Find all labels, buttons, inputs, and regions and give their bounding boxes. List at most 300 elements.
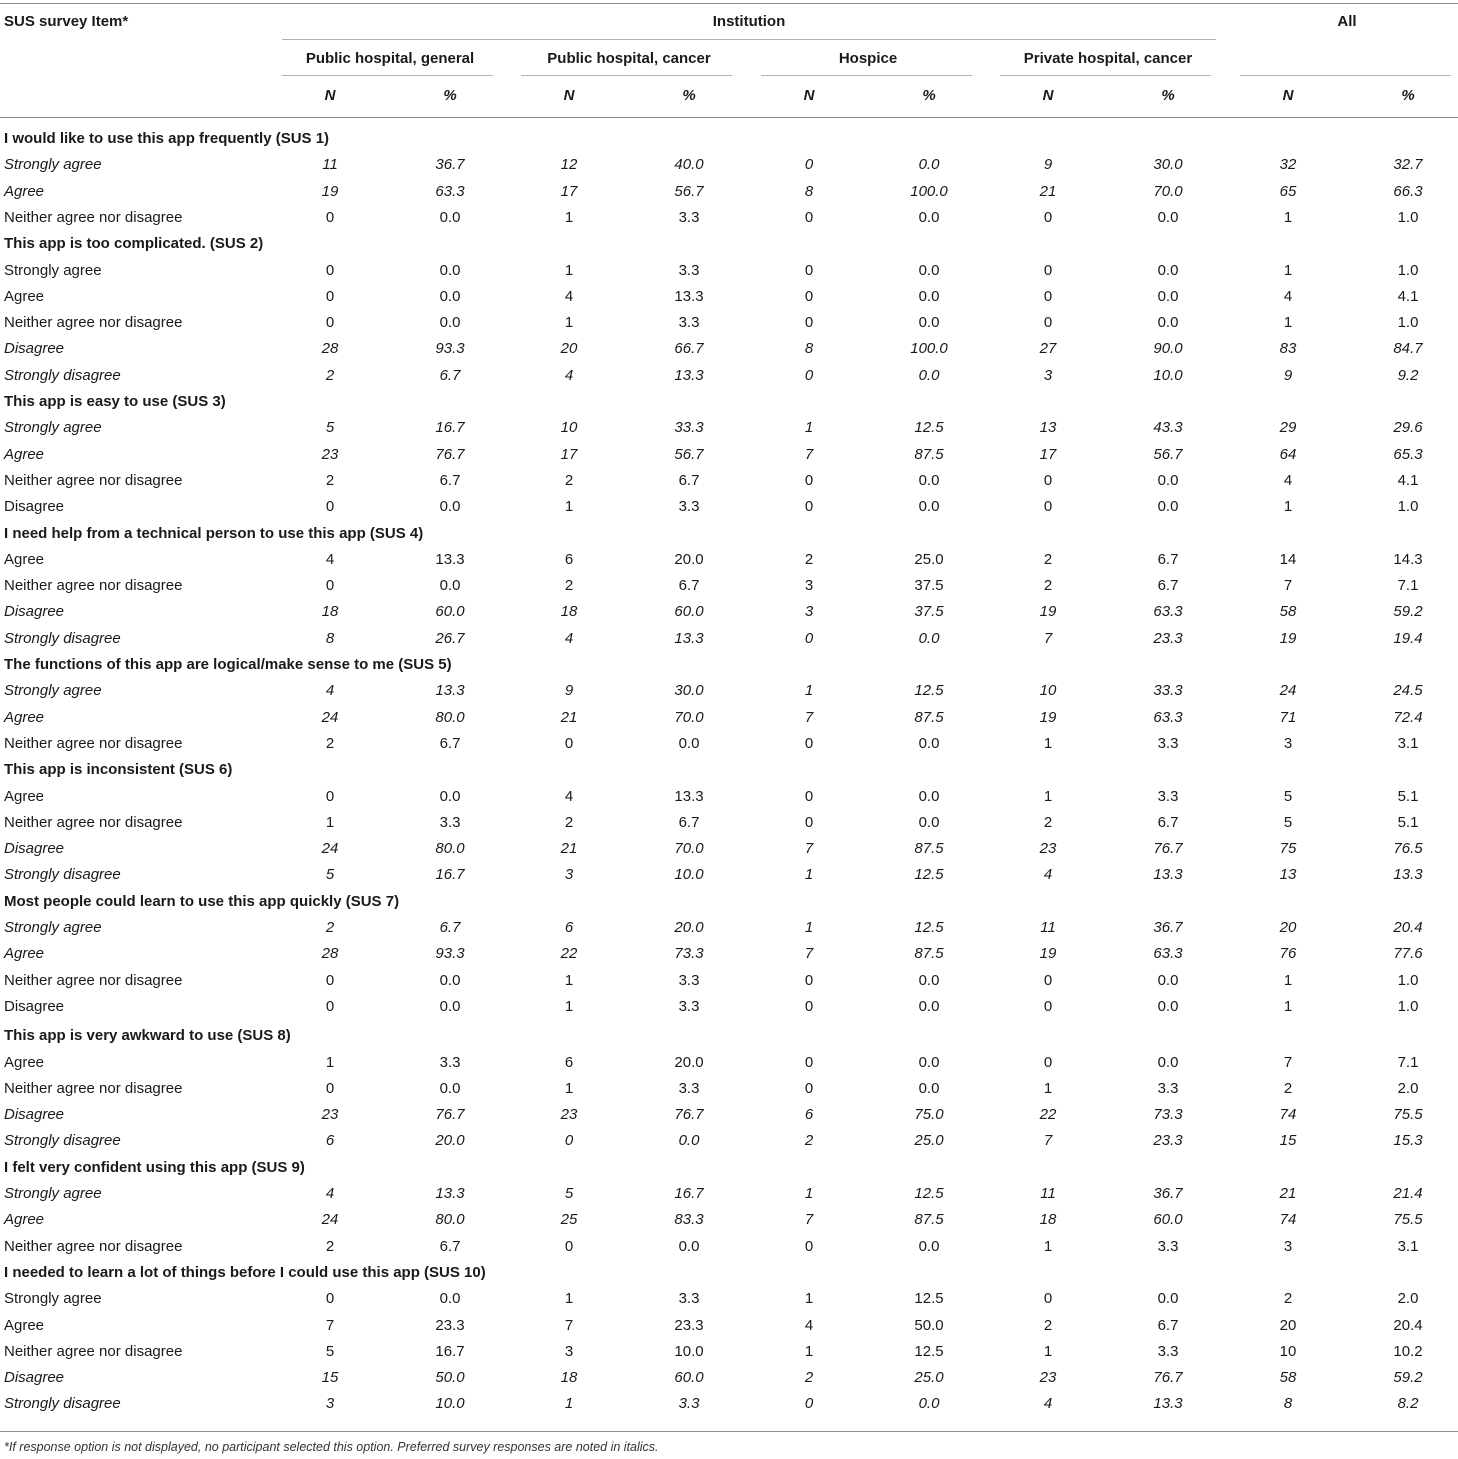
pct-cell: 0.0 [1157, 471, 1179, 489]
n-cell: 6 [804, 1106, 814, 1124]
table-row [0, 945, 1458, 971]
pct-cell: 13.3 [1393, 866, 1423, 884]
pct-column-header: % [682, 87, 696, 104]
table-row [0, 288, 1458, 314]
pct-cell: 60.0 [674, 603, 704, 621]
row-label: Agree [4, 550, 45, 568]
pct-cell: 73.3 [1153, 1106, 1183, 1124]
table-row [0, 1054, 1458, 1080]
pct-cell: 77.6 [1393, 945, 1423, 963]
n-cell: 20 [1279, 919, 1297, 936]
table-row [0, 446, 1458, 472]
n-cell: 15 [321, 1369, 339, 1387]
pct-cell: 2.0 [1397, 1079, 1419, 1097]
table-row [0, 1106, 1458, 1132]
pct-cell: 0.0 [918, 734, 940, 752]
table-row [0, 972, 1458, 998]
pct-cell: 93.3 [435, 945, 465, 963]
n-cell: 18 [560, 603, 578, 621]
n-cell: 5 [1283, 813, 1293, 831]
pct-cell: 6.7 [439, 1237, 461, 1255]
n-cell: 24 [321, 708, 339, 726]
row-label: Agree [4, 1053, 45, 1071]
row-label: Neither agree nor disagree [4, 471, 183, 489]
pct-cell: 72.4 [1393, 708, 1423, 726]
n-cell: 1 [1283, 261, 1293, 279]
table-top-rule [0, 3, 1458, 4]
table-row [0, 1369, 1458, 1395]
pct-cell: 30.0 [674, 682, 704, 700]
n-cell: 0 [804, 261, 814, 279]
pct-cell: 80.0 [435, 1211, 465, 1229]
n-cell: 7 [1283, 1053, 1293, 1071]
n-cell: 32 [1279, 156, 1297, 174]
group-header-public-general: Public hospital, general [305, 50, 475, 67]
pct-cell: 20.4 [1393, 1316, 1423, 1334]
pct-column-header: % [443, 87, 457, 104]
pct-cell: 33.3 [674, 419, 704, 437]
pct-cell: 33.3 [1153, 682, 1183, 700]
n-cell: 9 [1283, 366, 1293, 384]
table-row [0, 1185, 1458, 1211]
n-cell: 5 [325, 419, 335, 437]
pct-cell: 13.3 [674, 629, 704, 647]
row-label: Neither agree nor disagree [4, 813, 183, 831]
pct-cell: 23.3 [1153, 1132, 1183, 1150]
n-cell: 1 [1043, 1237, 1053, 1255]
n-cell: 19 [1039, 603, 1057, 621]
n-column-header: N [563, 87, 575, 104]
n-cell: 1 [564, 1079, 574, 1097]
n-cell: 0 [804, 498, 814, 516]
n-cell: 0 [804, 1237, 814, 1255]
pct-cell: 13.3 [435, 682, 465, 700]
n-cell: 0 [804, 997, 814, 1015]
n-cell: 0 [325, 787, 335, 805]
pct-cell: 0.0 [918, 471, 940, 489]
pct-cell: 30.0 [1153, 156, 1183, 174]
pct-cell: 23.3 [1153, 629, 1183, 647]
n-cell: 7 [804, 945, 814, 963]
n-cell: 0 [325, 997, 335, 1015]
row-label: Disagree [4, 840, 65, 858]
n-cell: 29 [1279, 419, 1297, 437]
n-cell: 0 [325, 498, 335, 516]
n-cell: 74 [1279, 1211, 1297, 1229]
n-cell: 2 [325, 734, 335, 752]
n-cell: 7 [804, 708, 814, 726]
pct-cell: 76.7 [435, 445, 465, 463]
pct-cell: 0.0 [439, 314, 461, 332]
pct-cell: 56.7 [674, 445, 704, 463]
n-cell: 17 [1039, 445, 1057, 463]
pct-cell: 76.7 [1153, 1369, 1183, 1387]
pct-cell: 12.5 [914, 1185, 944, 1202]
table-row [0, 367, 1458, 393]
section-title: I need help from a technical person to use this app (SUS 4) [4, 524, 424, 542]
n-column-header: N [1042, 87, 1054, 104]
pct-cell: 10.0 [1153, 366, 1183, 384]
n-cell: 3 [325, 1395, 335, 1413]
table-row [0, 1343, 1458, 1369]
pct-cell: 36.7 [1153, 1185, 1183, 1202]
pct-cell: 13.3 [674, 787, 704, 805]
n-cell: 4 [325, 682, 335, 700]
pct-cell: 16.7 [435, 866, 465, 884]
pct-cell: 6.7 [678, 813, 700, 831]
pct-cell: 60.0 [435, 603, 465, 621]
pct-cell: 0.0 [918, 997, 940, 1015]
n-cell: 0 [1043, 997, 1053, 1015]
pct-cell: 8.2 [1397, 1395, 1419, 1413]
pct-cell: 20.4 [1393, 919, 1423, 936]
row-label: Strongly agree [4, 919, 102, 936]
n-cell: 4 [1043, 1395, 1053, 1413]
n-cell: 4 [564, 629, 574, 647]
table-row [0, 314, 1458, 340]
pct-cell: 87.5 [914, 840, 944, 858]
pct-cell: 20.0 [674, 550, 704, 568]
pct-cell: 36.7 [1153, 919, 1183, 936]
n-cell: 2 [1043, 550, 1053, 568]
n-cell: 2 [564, 577, 574, 595]
pct-cell: 32.7 [1393, 156, 1423, 174]
pct-cell: 70.0 [674, 708, 704, 726]
n-cell: 8 [325, 629, 335, 647]
n-cell: 10 [560, 419, 578, 437]
n-cell: 24 [1279, 682, 1297, 700]
pct-cell: 3.3 [678, 1290, 700, 1308]
group-underline-public-cancer [521, 75, 732, 76]
n-cell: 0 [1043, 314, 1053, 332]
pct-cell: 0.0 [1157, 498, 1179, 516]
n-cell: 23 [560, 1106, 578, 1124]
n-cell: 7 [325, 1316, 335, 1334]
n-cell: 21 [560, 708, 578, 726]
n-cell: 5 [325, 1342, 335, 1360]
n-cell: 0 [804, 1053, 814, 1071]
pct-cell: 3.3 [1157, 734, 1179, 752]
pct-cell: 0.0 [439, 577, 461, 595]
table-row [0, 1211, 1458, 1237]
pct-cell: 0.0 [1157, 997, 1179, 1015]
pct-cell: 16.7 [674, 1185, 704, 1202]
pct-cell: 6.7 [678, 471, 700, 489]
n-cell: 18 [560, 1369, 578, 1387]
n-cell: 11 [1040, 1185, 1056, 1202]
n-cell: 9 [1043, 156, 1053, 174]
pct-cell: 3.3 [1157, 1237, 1179, 1255]
n-column-header: N [1282, 87, 1294, 104]
n-cell: 1 [1283, 997, 1293, 1015]
pct-cell: 0.0 [1157, 261, 1179, 279]
n-cell: 2 [325, 1237, 335, 1255]
n-cell: 4 [325, 550, 335, 568]
n-cell: 0 [325, 314, 335, 332]
row-label: Strongly disagree [4, 366, 121, 384]
row-label: Strongly agree [4, 156, 102, 174]
n-cell: 4 [1283, 287, 1293, 305]
pct-cell: 59.2 [1393, 603, 1423, 621]
n-cell: 3 [804, 603, 814, 621]
pct-cell: 0.0 [1157, 971, 1179, 989]
pct-cell: 60.0 [674, 1369, 704, 1387]
pct-cell: 59.2 [1393, 1369, 1423, 1387]
pct-cell: 3.3 [678, 314, 700, 332]
pct-cell: 12.5 [914, 1342, 944, 1360]
pct-cell: 66.7 [674, 340, 704, 358]
pct-cell: 3.3 [1157, 1079, 1179, 1097]
table-row [0, 998, 1458, 1024]
pct-cell: 0.0 [918, 498, 940, 516]
pct-cell: 76.5 [1393, 840, 1423, 858]
n-cell: 0 [325, 261, 335, 279]
pct-cell: 87.5 [914, 945, 944, 963]
pct-cell: 43.3 [1153, 419, 1183, 437]
pct-cell: 3.3 [439, 813, 461, 831]
pct-cell: 1.0 [1397, 997, 1419, 1015]
n-cell: 1 [1043, 1342, 1053, 1360]
n-cell: 1 [1283, 208, 1293, 226]
table-row [0, 419, 1458, 445]
row-label: Strongly agree [4, 261, 102, 279]
pct-cell: 0.0 [439, 287, 461, 305]
pct-cell: 1.0 [1397, 314, 1419, 332]
pct-cell: 20.0 [674, 919, 704, 936]
table-row [0, 1238, 1458, 1264]
n-cell: 27 [1039, 340, 1057, 358]
n-cell: 17 [560, 182, 578, 200]
n-cell: 0 [325, 971, 335, 989]
row-label: Disagree [4, 1369, 65, 1387]
pct-cell: 83.3 [674, 1211, 704, 1229]
n-column-header: N [324, 87, 336, 104]
row-label: Strongly agree [4, 1290, 102, 1308]
n-cell: 1 [804, 1185, 814, 1202]
n-cell: 2 [1043, 1316, 1053, 1334]
section-title: This app is very awkward to use (SUS 8) [4, 1027, 291, 1045]
pct-cell: 4.1 [1397, 287, 1419, 305]
n-cell: 74 [1279, 1106, 1297, 1124]
pct-cell: 56.7 [1153, 445, 1183, 463]
group-header-hospice: Hospice [838, 50, 898, 67]
pct-cell: 37.5 [914, 577, 944, 595]
pct-cell: 25.0 [914, 1132, 944, 1150]
n-cell: 7 [804, 840, 814, 858]
row-label: Agree [4, 182, 45, 200]
pct-cell: 6.7 [1157, 550, 1179, 568]
pct-cell: 10.0 [435, 1395, 465, 1413]
pct-cell: 12.5 [914, 919, 944, 936]
n-cell: 0 [1043, 498, 1053, 516]
pct-cell: 0.0 [439, 787, 461, 805]
table-row [0, 603, 1458, 629]
n-cell: 2 [1043, 577, 1053, 595]
n-cell: 6 [564, 919, 574, 936]
row-label: Strongly agree [4, 1185, 102, 1202]
pct-cell: 0.0 [439, 208, 461, 226]
row-label: Agree [4, 287, 45, 305]
pct-cell: 3.3 [678, 1079, 700, 1097]
table-row [0, 551, 1458, 577]
n-cell: 4 [325, 1185, 335, 1202]
pct-cell: 3.3 [1157, 787, 1179, 805]
row-label: Neither agree nor disagree [4, 208, 183, 226]
pct-cell: 0.0 [918, 287, 940, 305]
pct-cell: 6.7 [439, 471, 461, 489]
n-cell: 1 [564, 971, 574, 989]
pct-cell: 10.0 [674, 866, 704, 884]
n-cell: 1 [325, 1053, 335, 1071]
table-row [0, 498, 1458, 524]
institution-header: Institution [712, 13, 786, 30]
pct-cell: 23.3 [674, 1316, 704, 1334]
pct-column-header: % [922, 87, 936, 104]
pct-cell: 0.0 [678, 734, 700, 752]
pct-cell: 7.1 [1397, 1053, 1419, 1071]
n-cell: 6 [564, 1053, 574, 1071]
n-cell: 0 [325, 287, 335, 305]
n-cell: 4 [564, 366, 574, 384]
table-row [0, 156, 1458, 182]
pct-cell: 80.0 [435, 708, 465, 726]
n-cell: 1 [564, 1290, 574, 1308]
n-cell: 7 [1283, 577, 1293, 595]
n-cell: 1 [564, 498, 574, 516]
pct-cell: 75.5 [1393, 1106, 1423, 1124]
n-cell: 2 [1283, 1079, 1293, 1097]
row-label: Strongly agree [4, 419, 102, 437]
pct-cell: 21.4 [1393, 1185, 1423, 1202]
n-cell: 12 [560, 156, 578, 174]
pct-cell: 0.0 [439, 261, 461, 279]
n-cell: 71 [1279, 708, 1297, 726]
n-cell: 19 [1039, 708, 1057, 726]
row-label: Neither agree nor disagree [4, 1237, 183, 1255]
pct-cell: 24.5 [1393, 682, 1423, 700]
n-cell: 18 [1039, 1211, 1057, 1229]
pct-cell: 13.3 [435, 550, 465, 568]
pct-cell: 70.0 [1153, 182, 1183, 200]
row-label: Disagree [4, 498, 65, 516]
n-cell: 2 [325, 366, 335, 384]
n-cell: 3 [1043, 366, 1053, 384]
n-cell: 0 [804, 787, 814, 805]
pct-cell: 6.7 [1157, 577, 1179, 595]
pct-cell: 6.7 [439, 734, 461, 752]
pct-cell: 9.2 [1397, 366, 1419, 384]
n-cell: 13 [1039, 419, 1057, 437]
n-cell: 0 [564, 1132, 574, 1150]
row-label: Agree [4, 1316, 45, 1334]
n-cell: 21 [1279, 1185, 1297, 1202]
pct-cell: 10.2 [1393, 1342, 1423, 1360]
row-label: Disagree [4, 1106, 65, 1124]
row-label: Agree [4, 787, 45, 805]
table-footnote: *If response option is not displayed, no participant selected this option. Preferred survey responses are noted in italics. [4, 1440, 659, 1454]
pct-cell: 0.0 [439, 1079, 461, 1097]
n-cell: 2 [804, 1132, 814, 1150]
n-cell: 0 [804, 629, 814, 647]
n-cell: 24 [321, 840, 339, 858]
pct-cell: 1.0 [1397, 498, 1419, 516]
pct-cell: 65.3 [1393, 445, 1423, 463]
n-cell: 1 [1283, 498, 1293, 516]
pct-cell: 40.0 [674, 156, 704, 174]
pct-cell: 87.5 [914, 708, 944, 726]
pct-cell: 0.0 [1157, 287, 1179, 305]
n-cell: 23 [321, 1106, 339, 1124]
pct-cell: 36.7 [435, 156, 465, 174]
row-label: Agree [4, 708, 45, 726]
pct-cell: 93.3 [435, 340, 465, 358]
table-row [0, 709, 1458, 735]
pct-cell: 0.0 [1157, 314, 1179, 332]
pct-cell: 0.0 [918, 208, 940, 226]
pct-cell: 0.0 [918, 787, 940, 805]
n-cell: 5 [1283, 787, 1293, 805]
section-title: I would like to use this app frequently (SUS 1) [4, 130, 330, 147]
pct-cell: 3.1 [1397, 734, 1419, 752]
pct-cell: 10.0 [674, 1342, 704, 1360]
pct-cell: 1.0 [1397, 208, 1419, 226]
n-cell: 0 [1043, 1290, 1053, 1308]
n-cell: 0 [804, 734, 814, 752]
pct-cell: 16.7 [435, 1342, 465, 1360]
pct-cell: 80.0 [435, 840, 465, 858]
n-cell: 0 [804, 1395, 814, 1413]
n-cell: 2 [1043, 813, 1053, 831]
pct-cell: 63.3 [1153, 945, 1183, 963]
pct-cell: 16.7 [435, 419, 465, 437]
pct-cell: 75.0 [914, 1106, 944, 1124]
n-cell: 8 [1283, 1395, 1293, 1413]
n-cell: 1 [564, 997, 574, 1015]
n-cell: 8 [804, 182, 814, 200]
pct-cell: 13.3 [1153, 1395, 1183, 1413]
n-cell: 3 [1283, 1237, 1293, 1255]
pct-cell: 0.0 [918, 314, 940, 332]
n-cell: 13 [1279, 866, 1297, 884]
pct-cell: 0.0 [918, 1237, 940, 1255]
pct-cell: 0.0 [918, 366, 940, 384]
n-cell: 0 [804, 813, 814, 831]
table-row [0, 1132, 1458, 1158]
pct-cell: 19.4 [1393, 629, 1423, 647]
pct-cell: 63.3 [1153, 708, 1183, 726]
pct-cell: 13.3 [1153, 866, 1183, 884]
table-row [0, 577, 1458, 603]
n-cell: 28 [321, 340, 339, 358]
pct-cell: 76.7 [435, 1106, 465, 1124]
row-label: Strongly agree [4, 682, 102, 700]
n-cell: 0 [564, 734, 574, 752]
table-row [0, 682, 1458, 708]
pct-cell: 50.0 [435, 1369, 465, 1387]
n-cell: 1 [1283, 971, 1293, 989]
section-title: I felt very confident using this app (SUS 9) [4, 1158, 305, 1176]
row-label: Disagree [4, 997, 65, 1015]
row-label: Neither agree nor disagree [4, 971, 183, 989]
pct-cell: 0.0 [678, 1237, 700, 1255]
n-cell: 83 [1279, 340, 1297, 358]
table-row [0, 919, 1458, 945]
n-cell: 1 [804, 866, 814, 884]
pct-cell: 0.0 [439, 498, 461, 516]
n-cell: 1 [564, 208, 574, 226]
pct-cell: 0.0 [1157, 1053, 1179, 1071]
section-title: The functions of this app are logical/make sense to me (SUS 5) [4, 656, 452, 673]
